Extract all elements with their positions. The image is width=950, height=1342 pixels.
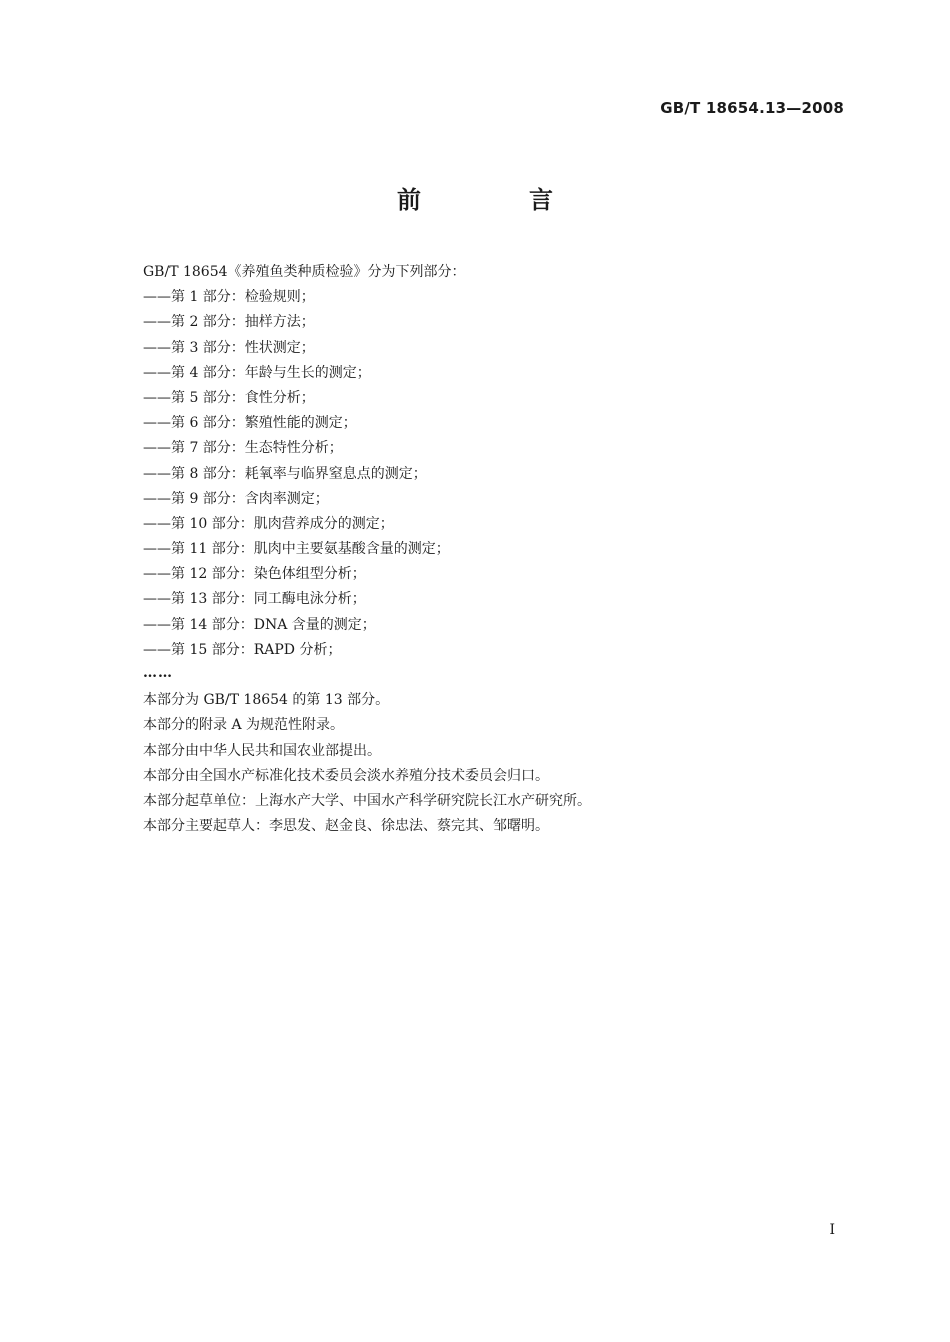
list-item: ——第 1 部分：检验规则； (143, 289, 315, 306)
standard-code: GB/T 18654.13—2008 (660, 99, 844, 117)
list-item: ——第 3 部分：性状测定； (143, 339, 315, 356)
list-item: ——第 7 部分：生态特性分析； (143, 440, 343, 457)
foreword-body (143, 260, 843, 839)
statement-line: 本部分起草单位：上海水产大学、中国水产科学研究院长江水产研究所。 (143, 792, 591, 809)
list-item: ——第 10 部分：肌肉营养成分的测定； (143, 515, 394, 532)
list-item: ——第 13 部分：同工酶电泳分析； (143, 591, 366, 608)
list-item: ——第 12 部分：染色体组型分析； (143, 566, 366, 583)
statement-line: 本部分的附录 A 为规范性附录。 (143, 717, 345, 734)
statement-line: 本部分由全国水产标准化技术委员会淡水养殖分技术委员会归口。 (143, 767, 549, 784)
page-title: 前 言 (397, 186, 595, 214)
intro-line: GB/T 18654《养殖鱼类种质检验》分为下列部分： (143, 264, 466, 280)
list-ellipsis: …… (143, 665, 173, 681)
statements (143, 688, 843, 839)
statement-line: 本部分主要起草人：李思发、赵金良、徐忠法、蔡完其、邹曙明。 (143, 818, 549, 835)
list-item: ——第 15 部分：RAPD 分析； (143, 641, 342, 658)
list-item: ——第 5 部分：食性分析； (143, 389, 315, 406)
page-number: I (829, 1222, 835, 1238)
list-item: ——第 2 部分：抽样方法； (143, 314, 315, 331)
list-item: ——第 14 部分：DNA 含量的测定； (143, 616, 376, 633)
statement-line: 本部分由中华人民共和国农业部提出。 (143, 742, 381, 759)
list-item: ——第 6 部分：繁殖性能的测定； (143, 415, 357, 432)
list-item: ——第 9 部分：含肉率测定； (143, 490, 329, 507)
list-item: ——第 4 部分：年龄与生长的测定； (143, 364, 371, 381)
statement-line: 本部分为 GB/T 18654 的第 13 部分。 (143, 692, 390, 709)
list-item: ——第 8 部分：耗氧率与临界窒息点的测定； (143, 465, 427, 482)
list-item: ——第 11 部分：肌肉中主要氨基酸含量的测定； (143, 541, 450, 558)
parts-list (143, 285, 843, 663)
